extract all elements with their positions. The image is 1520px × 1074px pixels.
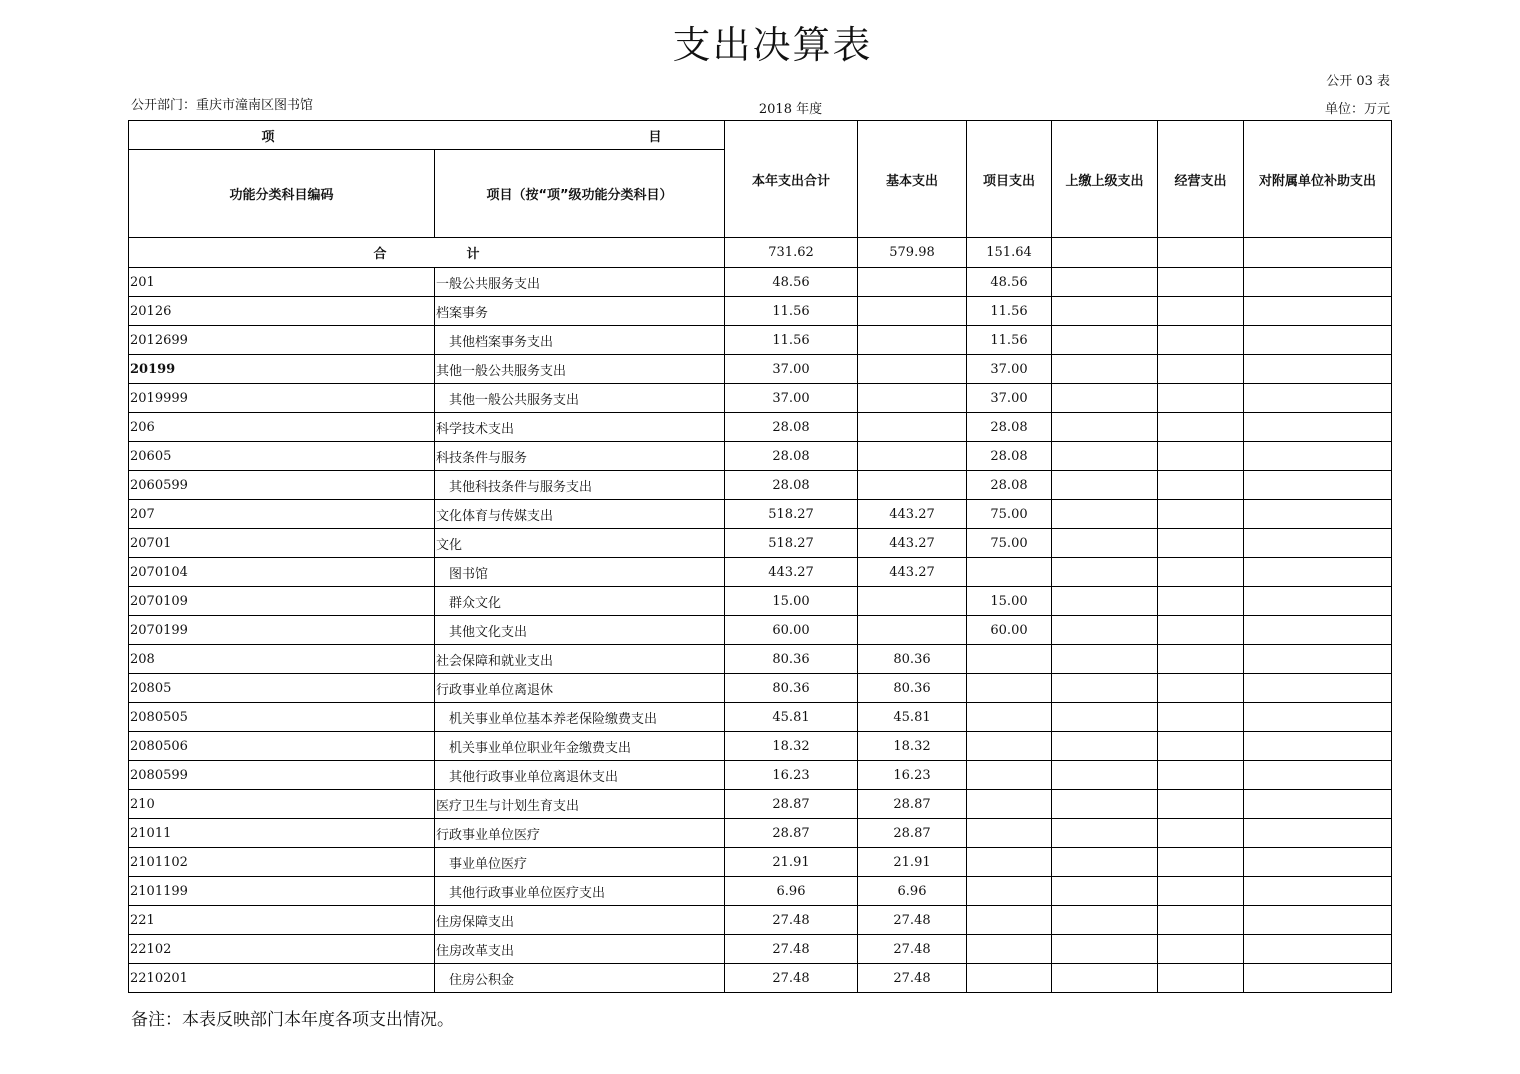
table-row — [129, 790, 1392, 819]
cell-name: 住房改革支出 — [435, 935, 725, 964]
cell-code: 20199 — [129, 355, 435, 384]
cell-upper — [1052, 616, 1158, 645]
total-project: 151.64 — [967, 238, 1052, 268]
cell-basic — [858, 326, 967, 355]
cell-project: 11.56 — [967, 297, 1052, 326]
header-subsidy: 对附属单位补助支出 — [1244, 121, 1392, 238]
cell-project — [967, 732, 1052, 761]
table-row — [129, 413, 1392, 442]
cell-basic: 6.96 — [858, 877, 967, 906]
cell-project — [967, 703, 1052, 732]
cell-upper — [1052, 790, 1158, 819]
cell-subsidy — [1244, 558, 1392, 587]
cell-upper — [1052, 732, 1158, 761]
cell-name: 群众文化 — [435, 587, 725, 616]
cell-subsidy — [1244, 703, 1392, 732]
cell-project — [967, 848, 1052, 877]
cell-basic: 28.87 — [858, 790, 967, 819]
cell-code: 2080599 — [129, 761, 435, 790]
cell-name: 文化体育与传媒支出 — [435, 500, 725, 529]
table-row — [129, 384, 1392, 413]
cell-code: 2060599 — [129, 471, 435, 500]
cell-basic: 16.23 — [858, 761, 967, 790]
cell-upper — [1052, 268, 1158, 297]
cell-basic: 443.27 — [858, 529, 967, 558]
cell-basic: 27.48 — [858, 964, 967, 993]
cell-business — [1158, 587, 1244, 616]
cell-subsidy — [1244, 906, 1392, 935]
cell-business — [1158, 645, 1244, 674]
cell-business — [1158, 442, 1244, 471]
cell-code: 210 — [129, 790, 435, 819]
cell-subsidy — [1244, 761, 1392, 790]
cell-subsidy — [1244, 964, 1392, 993]
department-label: 公开部门：重庆市潼南区图书馆 — [131, 98, 314, 113]
cell-business — [1158, 761, 1244, 790]
form-number: 公开 03 表 — [1326, 74, 1390, 89]
total-amount: 731.62 — [725, 238, 858, 268]
cell-project: 11.56 — [967, 326, 1052, 355]
cell-business — [1158, 964, 1244, 993]
cell-total: 28.08 — [725, 413, 858, 442]
cell-business — [1158, 703, 1244, 732]
cell-name: 事业单位医疗 — [435, 848, 725, 877]
cell-name: 社会保障和就业支出 — [435, 645, 725, 674]
cell-project — [967, 964, 1052, 993]
cell-business — [1158, 529, 1244, 558]
cell-project — [967, 935, 1052, 964]
table-row — [129, 848, 1392, 877]
cell-total: 80.36 — [725, 674, 858, 703]
cell-business — [1158, 384, 1244, 413]
cell-name: 其他科技条件与服务支出 — [435, 471, 725, 500]
cell-business — [1158, 500, 1244, 529]
cell-total: 11.56 — [725, 297, 858, 326]
cell-basic — [858, 297, 967, 326]
cell-basic — [858, 587, 967, 616]
total-business — [1158, 238, 1244, 268]
cell-name: 档案事务 — [435, 297, 725, 326]
cell-name: 其他档案事务支出 — [435, 326, 725, 355]
cell-basic: 443.27 — [858, 500, 967, 529]
cell-business — [1158, 326, 1244, 355]
cell-total: 28.87 — [725, 790, 858, 819]
cell-upper — [1052, 471, 1158, 500]
cell-name: 住房公积金 — [435, 964, 725, 993]
cell-total: 28.08 — [725, 471, 858, 500]
cell-name: 其他一般公共服务支出 — [435, 384, 725, 413]
cell-name: 其他文化支出 — [435, 616, 725, 645]
cell-name: 其他行政事业单位离退休支出 — [435, 761, 725, 790]
cell-code: 2101199 — [129, 877, 435, 906]
cell-name: 行政事业单位医疗 — [435, 819, 725, 848]
header-code: 功能分类科目编码 — [129, 150, 435, 238]
table-row — [129, 645, 1392, 674]
cell-name: 其他一般公共服务支出 — [435, 355, 725, 384]
cell-upper — [1052, 819, 1158, 848]
cell-project: 37.00 — [967, 355, 1052, 384]
header-mu: 目 — [648, 129, 662, 145]
fiscal-year: 2018 年度 — [758, 102, 823, 117]
table-row — [129, 877, 1392, 906]
cell-code: 20701 — [129, 529, 435, 558]
cell-subsidy — [1244, 935, 1392, 964]
cell-project — [967, 674, 1052, 703]
cell-upper — [1052, 558, 1158, 587]
cell-code: 221 — [129, 906, 435, 935]
cell-subsidy — [1244, 500, 1392, 529]
cell-basic — [858, 442, 967, 471]
cell-subsidy — [1244, 587, 1392, 616]
table-row — [129, 442, 1392, 471]
page-title: 支出决算表 — [672, 23, 873, 67]
cell-project: 37.00 — [967, 384, 1052, 413]
cell-total: 48.56 — [725, 268, 858, 297]
cell-code: 2080506 — [129, 732, 435, 761]
cell-upper — [1052, 413, 1158, 442]
cell-code: 2070109 — [129, 587, 435, 616]
cell-name: 机关事业单位基本养老保险缴费支出 — [435, 703, 725, 732]
cell-subsidy — [1244, 384, 1392, 413]
cell-subsidy — [1244, 355, 1392, 384]
cell-basic: 21.91 — [858, 848, 967, 877]
cell-subsidy — [1244, 732, 1392, 761]
cell-upper — [1052, 326, 1158, 355]
cell-total: 45.81 — [725, 703, 858, 732]
cell-code: 2101102 — [129, 848, 435, 877]
cell-business — [1158, 877, 1244, 906]
cell-project: 28.08 — [967, 471, 1052, 500]
cell-business — [1158, 616, 1244, 645]
cell-code: 22102 — [129, 935, 435, 964]
cell-project: 75.00 — [967, 500, 1052, 529]
cell-basic — [858, 384, 967, 413]
total-label — [129, 238, 725, 268]
unit-label: 单位：万元 — [1324, 102, 1390, 117]
table-row — [129, 500, 1392, 529]
cell-total: 60.00 — [725, 616, 858, 645]
cell-project: 28.08 — [967, 413, 1052, 442]
cell-business — [1158, 790, 1244, 819]
table-row — [129, 297, 1392, 326]
cell-basic: 18.32 — [858, 732, 967, 761]
cell-basic: 80.36 — [858, 645, 967, 674]
table-row — [129, 761, 1392, 790]
cell-upper — [1052, 848, 1158, 877]
cell-total: 6.96 — [725, 877, 858, 906]
cell-total: 37.00 — [725, 355, 858, 384]
cell-subsidy — [1244, 674, 1392, 703]
header-item-group — [129, 121, 725, 150]
cell-code: 207 — [129, 500, 435, 529]
cell-upper — [1052, 355, 1158, 384]
cell-business — [1158, 413, 1244, 442]
cell-code: 21011 — [129, 819, 435, 848]
cell-project — [967, 790, 1052, 819]
cell-name: 行政事业单位离退休 — [435, 674, 725, 703]
header-item: 项目（按“项”级功能分类科目） — [435, 150, 725, 238]
cell-code: 2070104 — [129, 558, 435, 587]
cell-subsidy — [1244, 297, 1392, 326]
cell-basic — [858, 355, 967, 384]
cell-upper — [1052, 703, 1158, 732]
cell-business — [1158, 297, 1244, 326]
table-row — [129, 616, 1392, 645]
cell-subsidy — [1244, 877, 1392, 906]
cell-project: 75.00 — [967, 529, 1052, 558]
cell-basic: 45.81 — [858, 703, 967, 732]
cell-basic: 80.36 — [858, 674, 967, 703]
cell-business — [1158, 268, 1244, 297]
header-total: 本年支出合计 — [725, 121, 858, 238]
cell-total: 443.27 — [725, 558, 858, 587]
cell-subsidy — [1244, 413, 1392, 442]
total-subsidy — [1244, 238, 1392, 268]
cell-name: 一般公共服务支出 — [435, 268, 725, 297]
cell-basic — [858, 268, 967, 297]
table-row — [129, 674, 1392, 703]
cell-upper — [1052, 761, 1158, 790]
cell-name: 其他行政事业单位医疗支出 — [435, 877, 725, 906]
cell-total: 18.32 — [725, 732, 858, 761]
cell-code: 2080505 — [129, 703, 435, 732]
cell-project — [967, 645, 1052, 674]
footnote: 备注：本表反映部门本年度各项支出情况。 — [131, 1010, 454, 1030]
cell-subsidy — [1244, 616, 1392, 645]
cell-upper — [1052, 935, 1158, 964]
cell-basic: 27.48 — [858, 935, 967, 964]
cell-total: 28.08 — [725, 442, 858, 471]
cell-name: 图书馆 — [435, 558, 725, 587]
cell-total: 27.48 — [725, 964, 858, 993]
table-row — [129, 732, 1392, 761]
cell-code: 2019999 — [129, 384, 435, 413]
cell-business — [1158, 674, 1244, 703]
header-business: 经营支出 — [1158, 121, 1244, 238]
cell-business — [1158, 819, 1244, 848]
cell-subsidy — [1244, 848, 1392, 877]
table-row — [129, 355, 1392, 384]
cell-subsidy — [1244, 471, 1392, 500]
cell-project: 60.00 — [967, 616, 1052, 645]
table-row — [129, 558, 1392, 587]
cell-subsidy — [1244, 790, 1392, 819]
cell-basic — [858, 413, 967, 442]
cell-code: 2210201 — [129, 964, 435, 993]
total-basic: 579.98 — [858, 238, 967, 268]
cell-subsidy — [1244, 268, 1392, 297]
cell-total: 11.56 — [725, 326, 858, 355]
cell-upper — [1052, 529, 1158, 558]
cell-project: 28.08 — [967, 442, 1052, 471]
cell-business — [1158, 732, 1244, 761]
cell-subsidy — [1244, 819, 1392, 848]
cell-project — [967, 819, 1052, 848]
cell-basic — [858, 616, 967, 645]
table-row — [129, 268, 1392, 297]
cell-code: 201 — [129, 268, 435, 297]
total-upper — [1052, 238, 1158, 268]
cell-subsidy — [1244, 529, 1392, 558]
cell-subsidy — [1244, 326, 1392, 355]
table-row — [129, 964, 1392, 993]
cell-upper — [1052, 384, 1158, 413]
cell-project — [967, 906, 1052, 935]
header-xiang: 项 — [261, 129, 275, 145]
cell-name: 科技条件与服务 — [435, 442, 725, 471]
cell-upper — [1052, 297, 1158, 326]
cell-code: 208 — [129, 645, 435, 674]
cell-total: 21.91 — [725, 848, 858, 877]
cell-upper — [1052, 500, 1158, 529]
header-upper: 上缴上级支出 — [1052, 121, 1158, 238]
cell-upper — [1052, 906, 1158, 935]
cell-basic: 28.87 — [858, 819, 967, 848]
cell-name: 机关事业单位职业年金缴费支出 — [435, 732, 725, 761]
expenditure-table — [128, 120, 1392, 993]
cell-total: 27.48 — [725, 935, 858, 964]
cell-upper — [1052, 964, 1158, 993]
cell-total: 518.27 — [725, 529, 858, 558]
cell-code: 2012699 — [129, 326, 435, 355]
cell-subsidy — [1244, 442, 1392, 471]
cell-name: 文化 — [435, 529, 725, 558]
cell-code: 20126 — [129, 297, 435, 326]
total-ji: 计 — [466, 247, 480, 262]
cell-name: 医疗卫生与计划生育支出 — [435, 790, 725, 819]
header-basic: 基本支出 — [858, 121, 967, 238]
cell-total: 16.23 — [725, 761, 858, 790]
cell-upper — [1052, 674, 1158, 703]
table-row — [129, 935, 1392, 964]
cell-total: 27.48 — [725, 906, 858, 935]
cell-business — [1158, 906, 1244, 935]
cell-code: 206 — [129, 413, 435, 442]
cell-subsidy — [1244, 645, 1392, 674]
cell-project — [967, 558, 1052, 587]
cell-business — [1158, 848, 1244, 877]
cell-basic: 443.27 — [858, 558, 967, 587]
cell-code: 20805 — [129, 674, 435, 703]
cell-business — [1158, 558, 1244, 587]
cell-basic: 27.48 — [858, 906, 967, 935]
cell-upper — [1052, 877, 1158, 906]
table-row — [129, 906, 1392, 935]
cell-total: 15.00 — [725, 587, 858, 616]
cell-total: 28.87 — [725, 819, 858, 848]
table-row — [129, 471, 1392, 500]
cell-total: 37.00 — [725, 384, 858, 413]
table-row — [129, 529, 1392, 558]
cell-business — [1158, 355, 1244, 384]
cell-upper — [1052, 587, 1158, 616]
cell-project — [967, 761, 1052, 790]
cell-project — [967, 877, 1052, 906]
table-row — [129, 587, 1392, 616]
cell-name: 住房保障支出 — [435, 906, 725, 935]
cell-name: 科学技术支出 — [435, 413, 725, 442]
cell-project: 15.00 — [967, 587, 1052, 616]
table-row — [129, 819, 1392, 848]
cell-basic — [858, 471, 967, 500]
cell-project: 48.56 — [967, 268, 1052, 297]
cell-code: 20605 — [129, 442, 435, 471]
cell-business — [1158, 935, 1244, 964]
table-row — [129, 703, 1392, 732]
cell-code: 2070199 — [129, 616, 435, 645]
cell-upper — [1052, 442, 1158, 471]
total-he: 合 — [373, 247, 387, 262]
cell-total: 518.27 — [725, 500, 858, 529]
header-project: 项目支出 — [967, 121, 1052, 238]
total-row — [129, 238, 1392, 268]
table-row — [129, 326, 1392, 355]
cell-upper — [1052, 645, 1158, 674]
cell-total: 80.36 — [725, 645, 858, 674]
cell-business — [1158, 471, 1244, 500]
